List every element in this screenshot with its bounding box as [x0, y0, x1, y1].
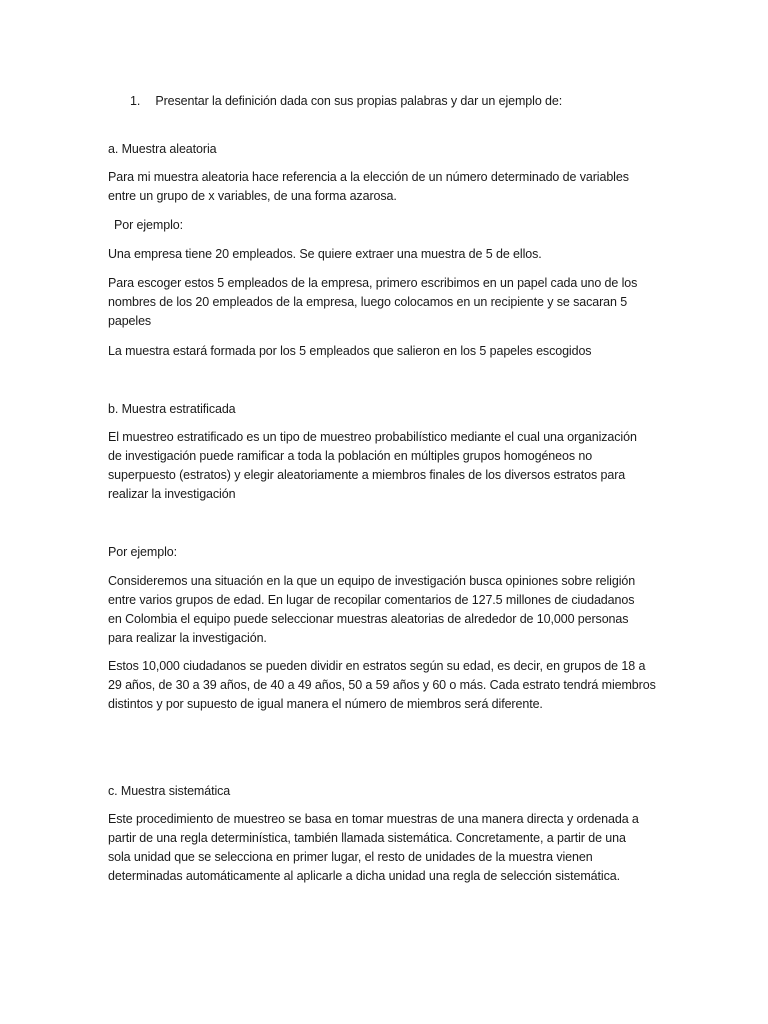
section-b-example-label: Por ejemplo:: [108, 545, 177, 559]
section-c-definition-line: partir de una regla determinística, también llamada sistemática. Concretamente, a partir de una: [108, 831, 626, 845]
section-b-heading: b. Muestra estratificada: [108, 402, 236, 416]
section-b-strata-line: Estos 10,000 ciudadanos se pueden dividir en estratos según su edad, es decir, en grupos de 18 a: [108, 659, 646, 673]
section-a-example-paragraph: Una empresa tiene 20 empleados. Se quiere extraer una muestra de 5 de ellos.: [108, 247, 542, 261]
section-a-heading: a. Muestra aleatoria: [108, 142, 217, 156]
section-b-strata-line: 29 años, de 30 a 39 años, de 40 a 49 años, 50 a 59 años y 60 o más. Cada estrato tendrá miembros: [108, 678, 656, 692]
section-b-example-line: en Colombia el equipo puede seleccionar muestras aleatorias de alrededor de 10,000 personas: [108, 612, 629, 626]
section-b-strata-line: distintos y por supuesto de igual manera el número de miembros será diferente.: [108, 697, 543, 711]
section-a-example-line: nombres de los 20 empleados de la empresa, luego colocamos en un recipiente y se sacaran 5: [108, 295, 628, 309]
section-c-definition-line: sola unidad que se selecciona en primer lugar, el resto de unidades de la muestra vienen: [108, 850, 593, 864]
section-a-definition-line: Para mi muestra aleatoria hace referencia a la elección de un número determinado de variables: [108, 170, 629, 184]
section-a-example-label: Por ejemplo:: [114, 218, 183, 232]
section-b-example-line: entre varios grupos de edad. En lugar de recopilar comentarios de 127.5 millones de ciudadanos: [108, 593, 635, 607]
question-number: 1.: [130, 94, 141, 108]
section-a-definition-line: entre un grupo de x variables, de una forma azarosa.: [108, 189, 397, 203]
section-a-example-line: papeles: [108, 314, 152, 328]
section-b-example-line: Consideremos una situación en la que un equipo de investigación busca opiniones sobre religión: [108, 574, 636, 588]
section-b-definition-line: de investigación puede ramificar a toda la población en múltiples grupos homogéneos no: [108, 449, 593, 463]
section-b-definition-line: superpuesto (estratos) y elegir aleatoriamente a miembros finales de los diversos estratos para: [108, 468, 626, 482]
section-b-definition-line: El muestreo estratificado es un tipo de muestreo probabilístico mediante el cual una organización: [108, 430, 637, 444]
section-b-example-line: para realizar la investigación.: [108, 631, 267, 645]
section-a-conclusion: La muestra estará formada por los 5 empleados que salieron en los 5 papeles escogidos: [108, 344, 592, 358]
question-text: Presentar la definición dada con sus propias palabras y dar un ejemplo de:: [155, 94, 563, 108]
section-b-definition-line: realizar la investigación: [108, 487, 236, 501]
section-c-definition-line: determinadas automáticamente al aplicarle a dicha unidad una regla de selección sistemática.: [108, 869, 620, 883]
section-c-heading: c. Muestra sistemática: [108, 784, 231, 798]
question-line: [130, 92, 562, 111]
section-c-definition-line: Este procedimiento de muestreo se basa en tomar muestras de una manera directa y ordenada a: [108, 812, 639, 826]
section-a-example-line: Para escoger estos 5 empleados de la empresa, primero escribimos en un papel cada uno de los: [108, 276, 638, 290]
